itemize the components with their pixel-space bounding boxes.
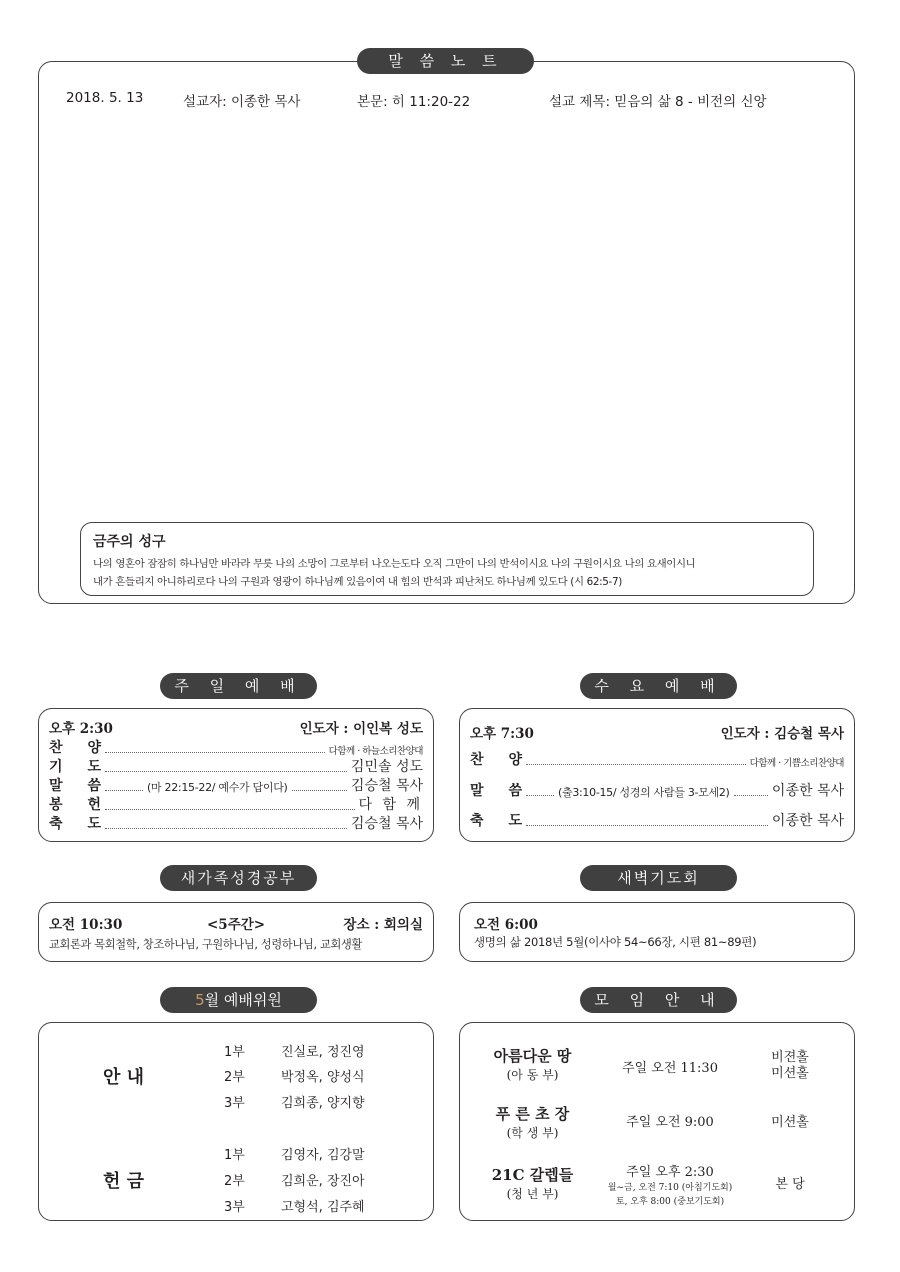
sunday-row: 말 씀 (마 22:15-22/ 예수가 답이다) 김승철 목사 [49,778,423,794]
sermon-date: 2018. 5. 13 [66,90,144,106]
sunday-service-box [38,708,434,842]
dawn-prayer-box [459,902,855,962]
family-study-time: 오전 10:30 [49,917,123,933]
sunday-service-title: 주 일 예 배 [160,673,317,699]
meeting-place: 미션홀 [771,1115,809,1130]
sunday-row: 기 도 김민솔 성도 [49,759,423,775]
wednesday-row: 찬 양 다함께 · 기쁨소리찬양대 [470,752,844,769]
family-study-topics: 교회론과 목회철학, 창조하나님, 구원하나님, 성령하나님, 교회생활 [49,938,362,951]
committee-part: 3부 [224,1096,245,1111]
meeting-place: 본 당 [775,1177,805,1192]
meeting-place: 비젼홀 [771,1050,809,1065]
meeting-name: 푸 른 초 장 [495,1105,570,1123]
committee-names: 고형석, 김주혜 [281,1200,365,1215]
committee-box [38,1022,434,1221]
family-study-duration: <5주간> [207,917,266,933]
family-study-title: 새가족성경공부 [160,865,317,891]
committee-group-usher: 안 내 [103,1067,145,1088]
meeting-name: 아름다운 땅 [493,1047,572,1065]
dawn-prayer-desc: 생명의 삶 2018년 5월(이사야 54~66장, 시편 81~89편) [474,935,757,949]
meeting-time: 주일 오후 2:30 [626,1165,714,1180]
committee-part: 2부 [224,1174,245,1189]
family-study-place: 장소 : 회의실 [343,917,423,933]
committee-names: 김영자, 김강말 [281,1148,365,1163]
sermon-title: 설교 제목: 믿음의 삶 8 - 비전의 신앙 [549,94,767,110]
meeting-dept: (아 동 부) [506,1068,559,1082]
wednesday-service-title: 수 요 예 배 [580,673,737,699]
meeting-dept: (학 생 부) [506,1126,559,1140]
weekly-verse-line-2: 내가 흔들리지 아니하리로다 나의 구원과 영광이 하나님께 있음이여 내 힘의 반석과 피난처도 하나님께 있도다 (시 62:5-7) [93,576,622,588]
committee-part: 1부 [224,1148,245,1163]
sunday-row: 축 도 김승철 목사 [49,816,423,832]
weekly-verse-title: 금주의 성구 [93,534,166,550]
sermon-preacher: 설교자: 이종한 목사 [183,94,301,110]
sunday-row: 찬 양 다함께 · 하늘소리찬양대 [49,740,423,757]
family-study-box [38,902,434,962]
committee-title-month: 5 [195,991,205,1009]
meetings-box [459,1022,855,1221]
committee-names: 박정옥, 양성식 [281,1070,365,1085]
meeting-time: 주일 오전 11:30 [622,1061,718,1076]
meeting-extra: 월~금, 오전 7:10 (아침기도회) [607,1183,733,1193]
wednesday-time: 오후 7:30 [470,726,534,742]
wednesday-service-box [459,708,855,842]
sunday-leader: 인도자 : 이인복 성도 [299,721,423,737]
sermon-notes-title: 말 씀 노 트 [357,48,534,74]
meeting-time: 주일 오전 9:00 [626,1115,714,1130]
weekly-verse-box [80,522,814,596]
meetings-title: 모 임 안 내 [580,987,737,1013]
committee-names: 김희운, 장진아 [281,1174,365,1189]
committee-group-offering: 헌 금 [103,1171,145,1192]
meeting-dept: (청 년 부) [506,1187,559,1201]
committee-names: 진실로, 정진영 [281,1045,365,1060]
sermon-passage: 본문: 히 11:20-22 [357,94,471,110]
committee-part: 3부 [224,1200,245,1215]
dawn-prayer-title: 새벽기도회 [580,865,737,891]
sunday-row: 봉 헌 다 함 께 [49,797,423,813]
sunday-time: 오후 2:30 [49,721,113,737]
committee-part: 1부 [224,1045,245,1060]
committee-title [160,987,317,1013]
committee-names: 김희종, 양지향 [281,1096,365,1111]
dawn-prayer-time: 오전 6:00 [474,917,538,933]
meeting-extra: 토, 오후 8:00 (중보기도회) [615,1197,725,1207]
meeting-name: 21C 갈렙들 [491,1166,574,1184]
committee-title-rest: 월 예배위원 [204,991,282,1009]
wednesday-leader: 인도자 : 김승철 목사 [720,726,844,742]
committee-part: 2부 [224,1070,245,1085]
wednesday-row: 축 도 이종한 목사 [470,813,844,829]
wednesday-row: 말 씀 (출3:10-15/ 성경의 사람들 3-모세2) 이종한 목사 [470,783,844,799]
meeting-place: 미션홀 [771,1066,809,1081]
weekly-verse-line-1: 나의 영혼아 잠잠히 하나님만 바라라 무릇 나의 소망이 그로부터 나오는도다 오직 그만이 나의 반석이시요 나의 구원이시요 나의 요새이시니 [93,558,696,570]
